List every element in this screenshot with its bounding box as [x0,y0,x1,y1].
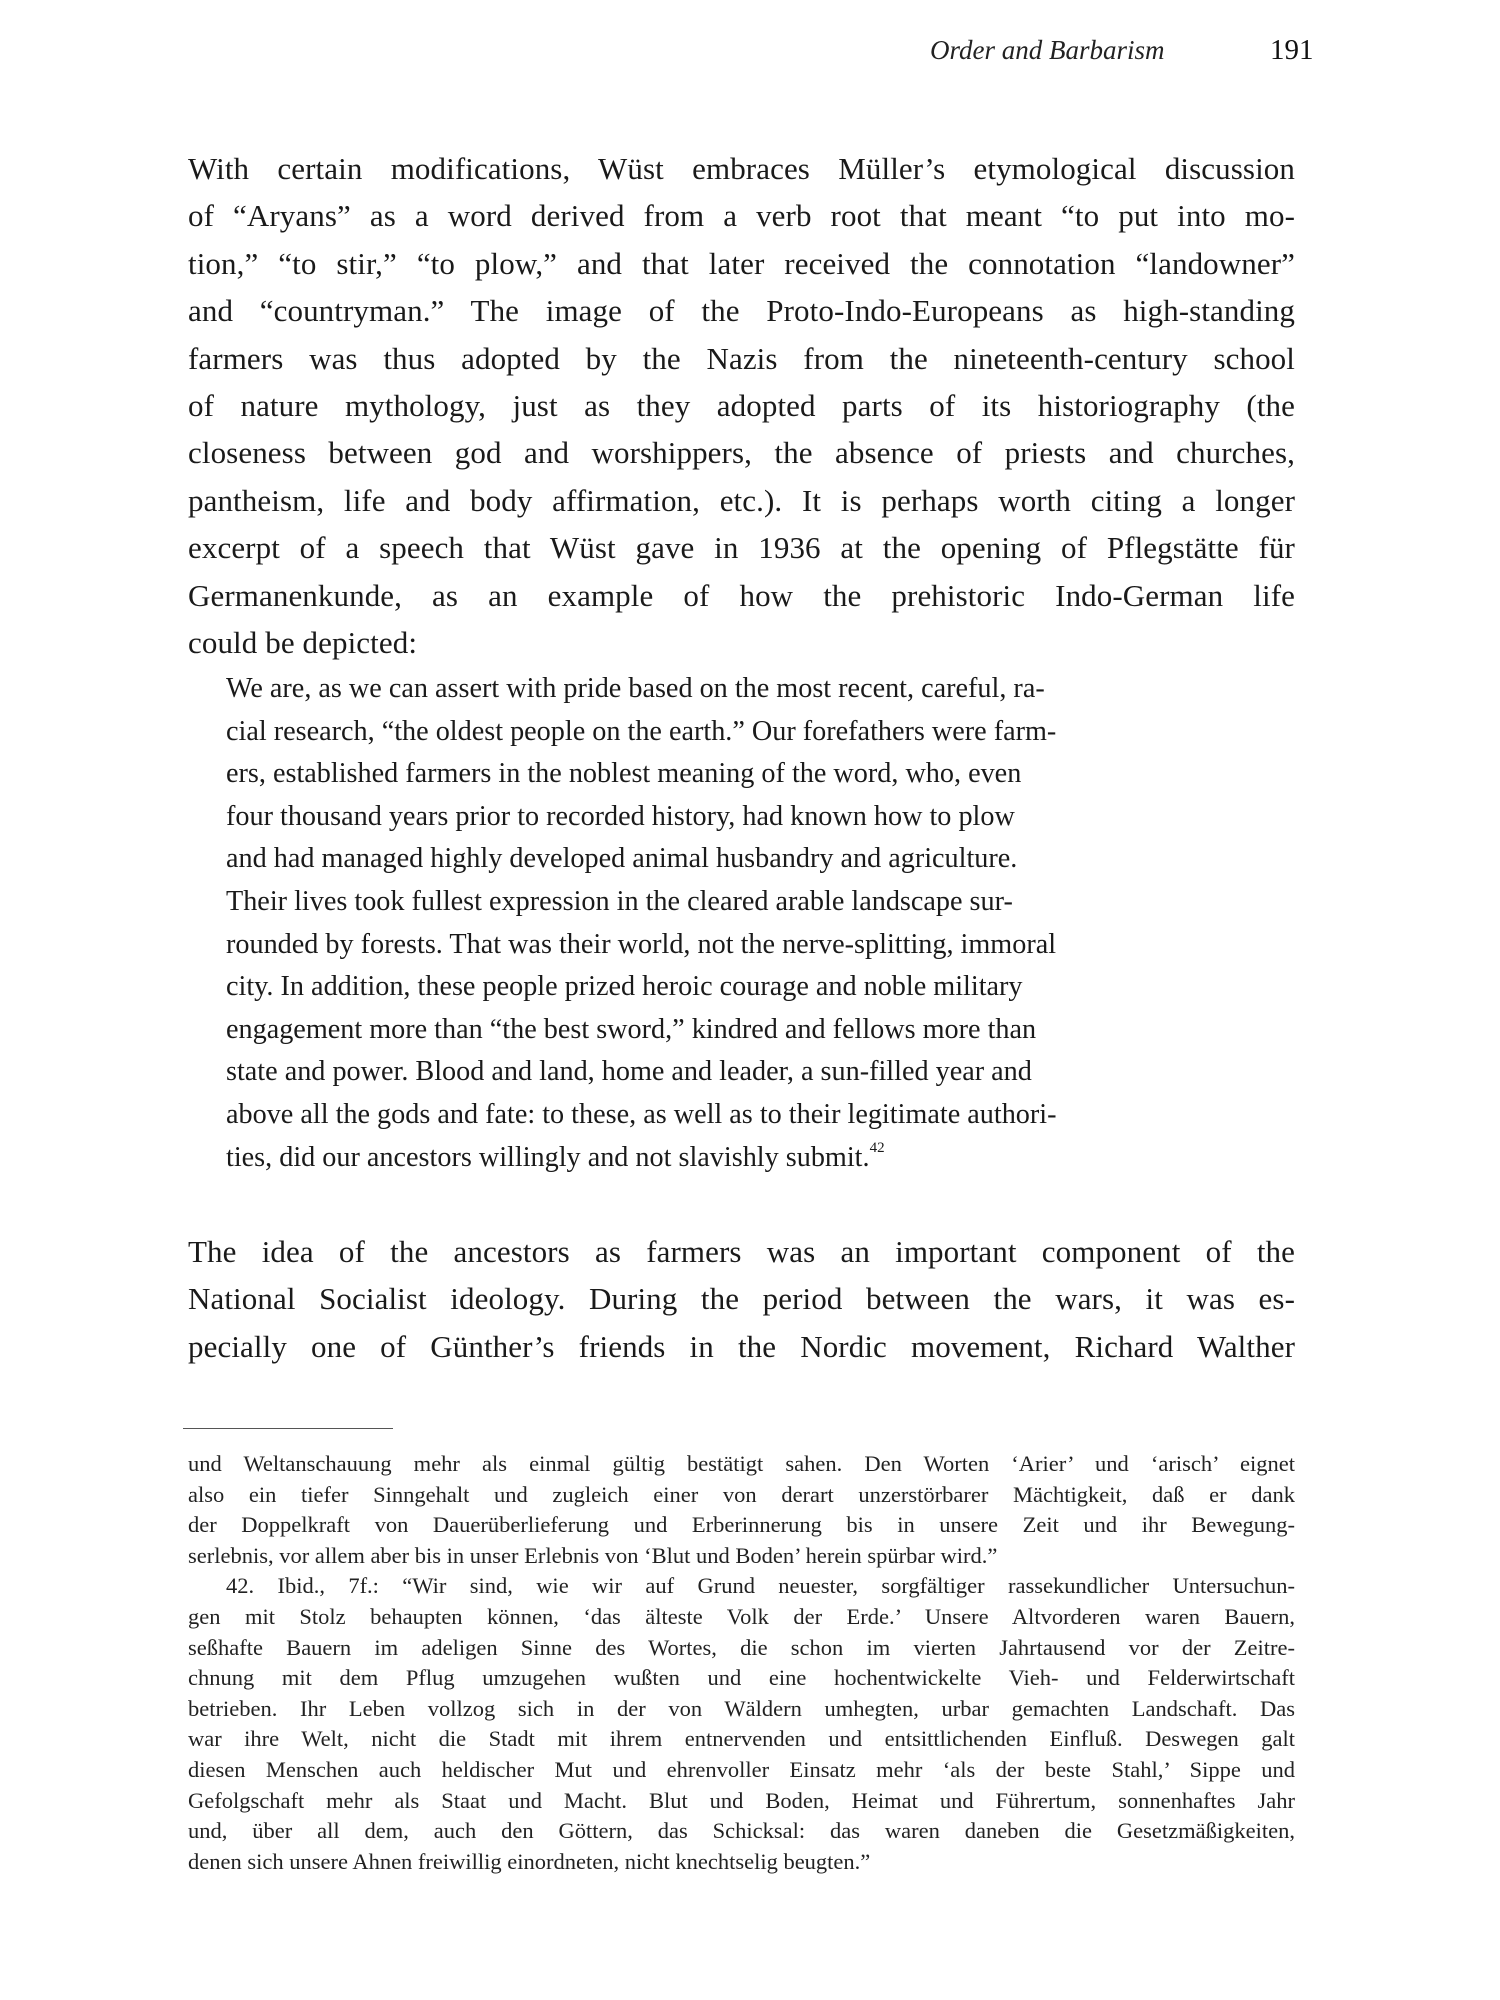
text-line: The idea of the ancestors as farmers was an important component of the [188,1234,1295,1269]
text-line: closeness between god and worshippers, the absence of priests and churches, [188,435,1295,471]
footnote-line: denen sich unsere Ahnen freiwillig einordneten, nicht knechtselig beugten.” [188,1848,871,1874]
text-line: farmers was thus adopted by the Nazis from the nineteenth-century school [188,340,1295,376]
quote-line [226,1137,1256,1180]
quote-line: city. In addition, these people prized heroic courage and noble military [226,971,1023,1003]
quote-line: ers, established farmers in the noblest meaning of the word, who, even [226,758,1022,790]
block-quote [226,668,1256,1179]
text-line: of nature mythology, just as they adopted parts of its historiography (the [188,387,1295,423]
footnote-line: chnung mit dem Pflug umzugehen wußten und eine hochentwickelte Vieh- und Felderwirtschaft [188,1665,1295,1691]
footnote-42 [188,1571,1295,1877]
text-line: With certain modifications, Wüst embraces Müller’s etymological discussion [188,151,1295,186]
text-line: National Socialist ideology. During the period between the wars, it was es- [188,1281,1295,1317]
footnotes [188,1449,1295,1877]
text-line: pecially one of Günther’s friends in the Nordic movement, Richard Walther [188,1328,1295,1364]
text-line: tion,” “to stir,” “to plow,” and that later received the connotation “landowner” [188,245,1295,281]
footnote-line: seßhafte Bauern im adeligen Sinne des Wortes, die schon im vierten Jahrtausend vor der Zeitre- [188,1634,1295,1660]
footnote-line: und Weltanschauung mehr als einmal gültig bestätigt sahen. Den Worten ‘Arier’ und ‘arisch’ eignet [188,1451,1295,1476]
quote-line: four thousand years prior to recorded history, had known how to plow [226,800,1015,832]
quote-line: Their lives took fullest expression in the cleared arable landscape sur- [226,885,1013,917]
text-line: excerpt of a speech that Wüst gave in 1936 at the opening of Pflegstätte für [188,530,1295,566]
quote-line-text: ties, did our ancestors willingly and not slavishly submit. [226,1141,870,1173]
quote-line: engagement more than “the best sword,” kindred and fellows more than [226,1013,1037,1045]
quote-line: cial research, “the oldest people on the earth.” Our forefathers were farm- [226,715,1057,747]
quote-line: above all the gods and fate: to these, as well as to their legitimate authori- [226,1098,1057,1130]
quote-line: state and power. Blood and land, home and leader, a sun-filled year and [226,1056,1032,1088]
footnote-separator [183,1428,393,1429]
footnote-line: der Doppelkraft von Dauerüberlieferung und Erberinnerung bis in unsere Zeit und ihr Bewegung- [188,1512,1295,1538]
running-head [930,28,1314,72]
footnote-line: und, über all dem, auch den Göttern, das Schicksal: das waren daneben die Gesetzmäßigkeiten, [188,1818,1295,1844]
footnote-line: gen mit Stolz behaupten können, ‘das älteste Volk der Erde.’ Unsere Altvorderen waren Bauern, [188,1603,1295,1629]
footnote-line: diesen Menschen auch heldischer Mut und ehrenvoller Einsatz mehr ‘als der beste Stahl,’ Sippe und [188,1756,1295,1782]
body-paragraph-1 [188,145,1295,666]
footnote-line: betrieben. Ihr Leben vollzog sich in der von Wäldern umhegten, urbar gemachten Landschaft. Das [188,1695,1295,1721]
footnote-line: Gefolgschaft mehr als Staat und Macht. Blut und Boden, Heimat und Führertum, sonnenhaftes Jahr [188,1787,1295,1813]
footnote-continuation [188,1449,1295,1571]
text-line: and “countryman.” The image of the Proto-Indo-Europeans as high-standing [188,293,1295,329]
page-number: 191 [1270,34,1314,66]
running-title: Order and Barbarism [930,35,1165,65]
footnote-line: 42. Ibid., 7f.: “Wir sind, wie wir auf Grund neuester, sorgfältiger rassekundlicher Untersuchun- [226,1573,1295,1599]
quote-line: We are, as we can assert with pride based on the most recent, careful, ra- [226,673,1045,704]
text-line: pantheism, life and body affirmation, etc.). It is perhaps worth citing a longer [188,482,1295,518]
footnote-line: war ihre Welt, nicht die Stadt mit ihrem entnervenden und entsittlichenden Einfluß. Deswegen galt [188,1726,1295,1752]
text-line: Germanenkunde, as an example of how the prehistoric Indo-German life [188,577,1295,613]
text-line: could be depicted: [188,624,418,660]
footnote-reference-42[interactable]: 42 [869,1139,885,1156]
quote-line: rounded by forests. That was their world, not the nerve-splitting, immoral [226,928,1057,960]
quote-line: and had managed highly developed animal husbandry and agriculture. [226,843,1018,875]
body-paragraph-2 [188,1228,1295,1370]
footnote-line: also ein tiefer Sinngehalt und zugleich einer von derart unzerstörbarer Mächtigkeit, daß er dank [188,1481,1295,1507]
text-line: of “Aryans” as a word derived from a verb root that meant “to put into mo- [188,198,1295,234]
footnote-line: serlebnis, vor allem aber bis in unser Erlebnis von ‘Blut und Boden’ herein spürbar wird.” [188,1542,998,1568]
